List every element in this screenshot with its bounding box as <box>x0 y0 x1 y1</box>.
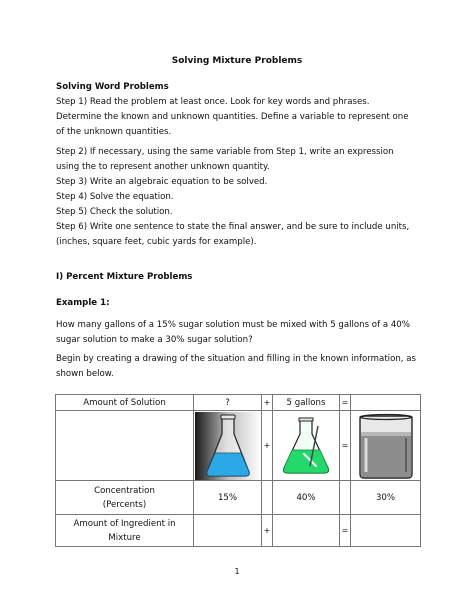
text-line: sugar solution to make a 30% sugar solution? <box>56 335 253 345</box>
text-line: How many gallons of a 15% sugar solution must be mixed with 5 gallons of a 40% <box>56 320 410 330</box>
cell-value <box>351 395 421 411</box>
example-heading: Example 1: <box>56 298 110 308</box>
blank-cell <box>262 481 273 515</box>
step-line: (inches, square feet, cubic yards for example). <box>56 237 257 247</box>
step-line: Step 5) Check the solution. <box>56 207 173 217</box>
text-line: shown below. <box>56 369 114 379</box>
green-liquid <box>284 450 329 473</box>
table-row <box>56 515 421 547</box>
row-label: Amount of Solution <box>56 395 194 411</box>
equals-sign: = <box>340 395 351 411</box>
table-row <box>56 411 421 481</box>
step-line: Step 6) Write one sentence to state the final answer, and be sure to include units, <box>56 222 410 232</box>
text-line: Begin by creating a drawing of the situation and filling in the known information, as <box>56 354 416 364</box>
plus-sign: + <box>262 411 273 481</box>
gray-liquid <box>361 434 411 477</box>
row-label: Amount of Ingredient in Mixture <box>56 515 194 547</box>
cell-value: 5 gallons <box>273 395 340 411</box>
plus-sign: + <box>262 515 273 547</box>
steps-intro <box>56 95 426 140</box>
step-line: using the to represent another unknown quantity. <box>56 162 270 172</box>
row-label: Concentration (Percents) <box>56 481 194 515</box>
flask-green-image <box>273 411 340 481</box>
blank-cell <box>273 515 340 547</box>
cell-value: ? <box>194 395 262 411</box>
cell-value: 30% <box>351 481 421 515</box>
equals-sign: = <box>340 515 351 547</box>
blank-cell <box>194 515 262 547</box>
blue-liquid <box>206 453 248 476</box>
text-line: Step 1) Read the problem at least once. Look for key words and phrases. <box>56 97 370 107</box>
page-number: 1 <box>234 567 240 576</box>
steps-list <box>56 145 426 250</box>
cell-value: 40% <box>273 481 340 515</box>
mixture-table <box>55 394 421 547</box>
beaker-gray-image <box>351 411 421 481</box>
text-line: of the unknown quantities. <box>56 127 172 137</box>
blank-cell <box>56 411 194 481</box>
blank-cell <box>340 481 351 515</box>
plus-sign: + <box>262 395 273 411</box>
flask-blue-image <box>194 411 262 481</box>
step-line: Step 2) If necessary, using the same variable from Step 1, write an expression <box>56 147 394 157</box>
document-title: Solving Mixture Problems <box>171 56 303 66</box>
text-line: Determine the known and unknown quantities. Define a variable to represent one <box>56 112 409 122</box>
step-line: Step 3) Write an algebraic equation to be solved. <box>56 177 268 187</box>
equals-sign: = <box>340 411 351 481</box>
beaker-icon <box>352 412 420 480</box>
instruction-text <box>56 352 426 382</box>
part-heading: I) Percent Mixture Problems <box>56 272 193 282</box>
table-row <box>56 481 421 515</box>
erlenmeyer-flask-icon <box>274 416 338 476</box>
section-heading: Solving Word Problems <box>56 82 169 92</box>
erlenmeyer-flask-icon <box>195 412 261 480</box>
table-row <box>56 395 421 411</box>
problem-text <box>56 318 426 348</box>
cell-value: 15% <box>194 481 262 515</box>
step-line: Step 4) Solve the equation. <box>56 192 174 202</box>
blank-cell <box>351 515 421 547</box>
